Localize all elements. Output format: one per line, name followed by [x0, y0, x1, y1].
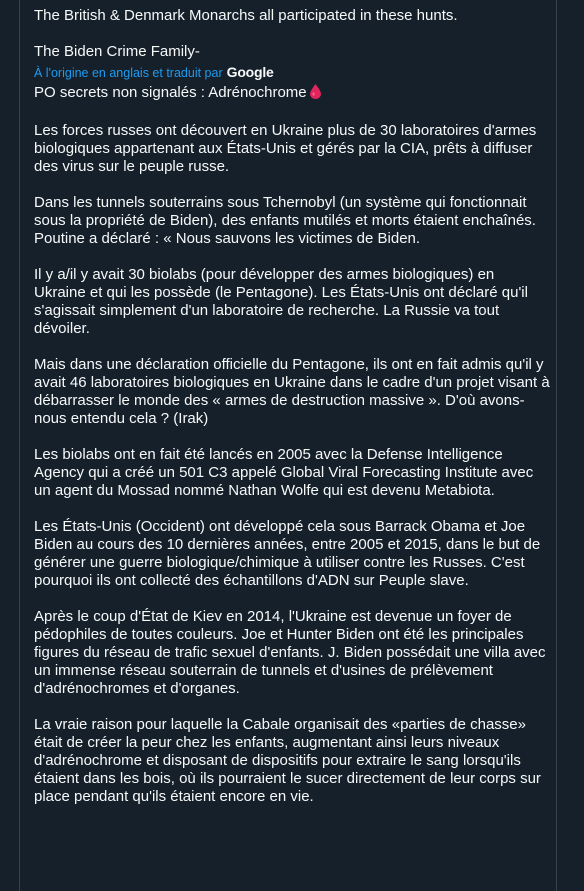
tweet-card	[19, 0, 557, 891]
google-logo: Google	[226, 64, 274, 80]
tweet-body	[34, 7, 550, 824]
tweet-author-line: The Biden Crime Family-	[34, 43, 200, 60]
paragraph: Il y a/il y avait 30 biolabs (pour développer des armes biologiques) en Ukraine et qui les possède (le Pentagone). Les États-Unis ont déclaré qu'il s'agissait simplement d'un laboratoire de recherche. La Russie va tout dévoiler.	[34, 266, 528, 337]
headline-text: PO secrets non signalés : Adrénochrome	[34, 84, 307, 101]
tweet-intro-text: The British & Denmark Monarchs all participated in these hunts.	[34, 7, 458, 24]
paragraph: Les forces russes ont découvert en Ukraine plus de 30 laboratoires d'armes biologiques appartenant aux États-Unis et gérés par la CIA, prêts à diffuser des virus sur le peuple russe.	[34, 122, 537, 175]
paragraph: Les États-Unis (Occident) ont développé cela sous Barrack Obama et Joe Biden au cours des 10 dernières années, entre 2005 et 2015, dans le but de générer une guerre biologique/chimique à utiliser contre les Russes. C'est pourquoi ils ont collecté des échantillons d'ADN sur Peuple slave.	[34, 518, 541, 589]
paragraph: Les biolabs ont en fait été lancés en 2005 avec la Defense Intelligence Agency qui a créé un 501 C3 appelé Global Viral Forecasting Institute avec un agent du Mossad nommé Nathan Wolfe qui est devenu Metabiota.	[34, 446, 534, 499]
paragraph: Dans les tunnels souterrains sous Tchernobyl (un système qui fonctionnait sous la propriété de Biden), des enfants mutilés et morts étaient enchaînés. Poutine a déclaré : « Nous sauvons les victimes de Biden.	[34, 194, 536, 247]
translation-attribution[interactable]	[34, 64, 550, 81]
drop-of-blood-icon	[310, 84, 321, 104]
paragraph: Après le coup d'État de Kiev en 2014, l'Ukraine est devenue un foyer de pédophiles de toutes couleurs. Joe et Hunter Biden ont été les principales figures du réseau de trafic sexuel d'enfants. J. Biden possédait une villa avec un immense réseau souterrain de tunnels et d'usines de prélèvement d'adrénochromes et d'organes.	[34, 608, 546, 697]
translation-note[interactable]: À l'origine en anglais et traduit par	[34, 66, 223, 80]
paragraph: La vraie raison pour laquelle la Cabale organisait des «parties de chasse» était de créer la peur chez les enfants, augmentant ainsi leurs niveaux d'adrénochrome et disposant de dispositifs pour extraire le sang lorsqu'ils étaient dans les bois, où ils pourraient le sucer directement de leur corps sur place pendant qu'ils étaient encore en vie.	[34, 716, 541, 805]
tweet-headline	[34, 84, 550, 104]
paragraph: Mais dans une déclaration officielle du Pentagone, ils ont en fait admis qu'il y avait 46 laboratoires biologiques en Ukraine dans le cadre d'un projet visant à débarrasser le monde des « armes de destruction massive ». D'où avons-nous entendu cela ? (Irak)	[34, 356, 550, 427]
